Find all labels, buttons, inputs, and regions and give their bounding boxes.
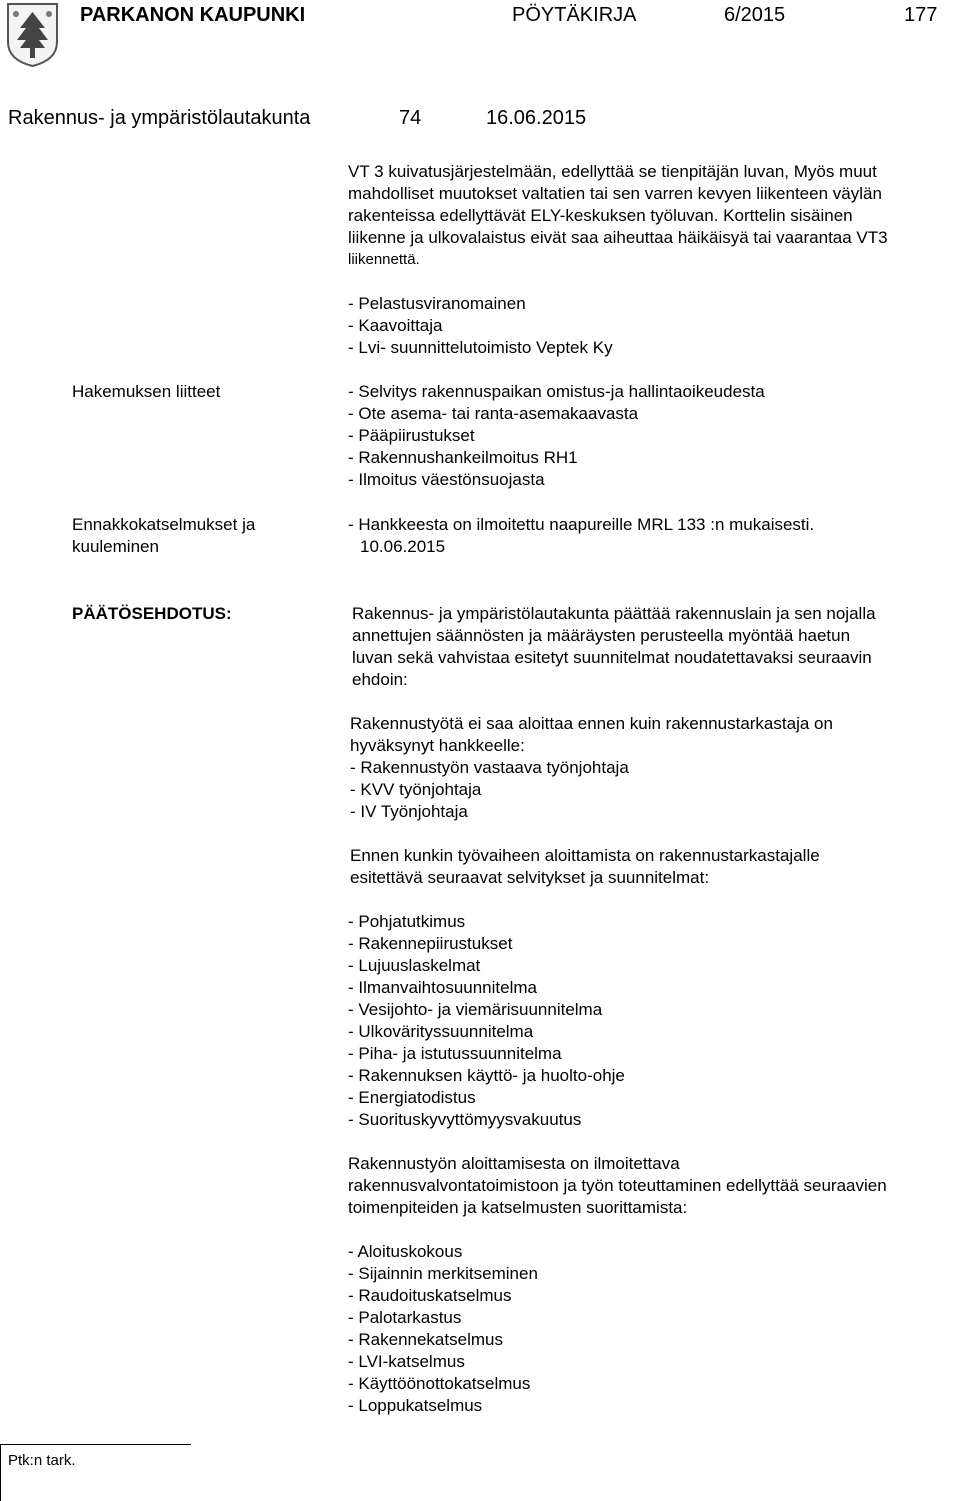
footer-divider-vertical bbox=[0, 1444, 1, 1501]
list-item: - Selvitys rakennuspaikan omistus-ja hallintaoikeudesta bbox=[348, 382, 765, 401]
attachments-label: Hakemuksen liitteet bbox=[72, 382, 221, 401]
list-item: - Ote asema- tai ranta-asemakaavasta bbox=[348, 404, 639, 423]
paragraph-line: toimenpiteiden ja katselmusten suorittamista: bbox=[348, 1198, 688, 1217]
required-reviews-list bbox=[348, 1241, 538, 1417]
paragraph-line: luvan sekä vahvistaa esitetyt suunnitelmat noudatettavaksi seuraavin bbox=[352, 648, 872, 667]
list-item: - Loppukatselmus bbox=[348, 1396, 483, 1415]
inspections-label bbox=[72, 514, 255, 558]
list-item: - Rakennepiirustukset bbox=[348, 934, 513, 953]
list-item: - Ilmanvaihtosuunnitelma bbox=[348, 978, 537, 997]
paragraph-line: liikennettä. bbox=[348, 251, 420, 268]
paragraph-line: rakennusvalvontatoimistoon ja työn toteuttaminen edellyttää seuraavien bbox=[348, 1176, 887, 1195]
list-item: - Palotarkastus bbox=[348, 1308, 462, 1327]
list-item: - Rakennushankeilmoitus RH1 bbox=[348, 448, 578, 467]
page-number: 177 bbox=[904, 4, 938, 26]
paragraph-line: Rakennustyötä ei saa aloittaa ennen kuin rakennustarkastaja on bbox=[350, 714, 833, 733]
inspection-date: 10.06.2015 bbox=[360, 537, 446, 556]
list-item: - Rakennekatselmus bbox=[348, 1330, 503, 1349]
label-line: Ennakkokatselmukset ja bbox=[72, 515, 256, 534]
document-type: PÖYTÄKIRJA bbox=[512, 4, 637, 26]
list-item: - Sijainnin merkitseminen bbox=[348, 1264, 538, 1283]
paragraph-line: VT 3 kuivatusjärjestelmään, edellyttää se tienpitäjän luvan, Myös muut bbox=[348, 162, 877, 181]
list-item: - Lvi- suunnittelutoimisto Veptek Ky bbox=[348, 338, 613, 357]
paragraph-line: rakenteissa edellyttävät ELY-keskuksen työluvan. Korttelin sisäinen bbox=[348, 206, 853, 225]
proposal-paragraph-3 bbox=[350, 845, 820, 889]
list-item: - Rakennustyön vastaava työnjohtaja bbox=[350, 758, 629, 777]
list-item: - Vesijohto- ja viemärisuunnitelma bbox=[348, 1000, 603, 1019]
committee-name: Rakennus- ja ympäristölautakunta bbox=[8, 107, 311, 129]
attachments-list bbox=[348, 381, 765, 491]
list-item: - Ulkovärityssuunnitelma bbox=[348, 1022, 534, 1041]
city-coat-of-arms-logo bbox=[6, 2, 59, 68]
document-number: 6/2015 bbox=[724, 4, 786, 26]
organization-name: PARKANON KAUPUNKI bbox=[80, 4, 306, 26]
required-reports-list bbox=[348, 911, 625, 1131]
proposal-paragraph-2 bbox=[350, 713, 833, 823]
list-item: - Rakennuksen käyttö- ja huolto-ohje bbox=[348, 1066, 625, 1085]
list-item: - Aloituskokous bbox=[348, 1242, 463, 1261]
list-item: - KVV työnjohtaja bbox=[350, 780, 482, 799]
proposal-paragraph-4 bbox=[348, 1153, 887, 1219]
paragraph-line: esitettävä seuraavat selvitykset ja suunnitelmat: bbox=[350, 868, 710, 887]
list-item: - Raudoituskatselmus bbox=[348, 1286, 512, 1305]
list-item: - Käyttöönottokatselmus bbox=[348, 1374, 531, 1393]
inspections-text bbox=[348, 514, 814, 558]
paragraph-line: Ennen kunkin työvaiheen aloittamista on rakennustarkastajalle bbox=[350, 846, 820, 865]
paragraph-line: annettujen säännösten ja määräysten perusteella myöntää haetun bbox=[352, 626, 851, 645]
list-item: - Pelastusviranomainen bbox=[348, 294, 526, 313]
proposal-label: PÄÄTÖSEHDOTUS: bbox=[72, 604, 232, 623]
footer-divider bbox=[0, 1444, 191, 1445]
list-item: - Lujuuslaskelmat bbox=[348, 956, 481, 975]
list-item: - Piha- ja istutussuunnitelma bbox=[348, 1044, 562, 1063]
list-item: - IV Työnjohtaja bbox=[350, 802, 468, 821]
paragraph-line: ehdoin: bbox=[352, 670, 408, 689]
list-item: - Kaavoittaja bbox=[348, 316, 443, 335]
paragraph-line: liikenne ja ulkovalaistus eivät saa aiheuttaa häikäisyä tai vaarantaa VT3 bbox=[348, 228, 888, 247]
parties-list bbox=[348, 293, 613, 359]
text-line: - Hankkeesta on ilmoitettu naapureille MRL 133 :n mukaisesti. bbox=[348, 515, 815, 534]
paragraph-line: Rakennustyön aloittamisesta on ilmoitettava bbox=[348, 1154, 680, 1173]
list-item: - Ilmoitus väestönsuojasta bbox=[348, 470, 545, 489]
intro-paragraph bbox=[348, 161, 888, 271]
list-item: - Pääpiirustukset bbox=[348, 426, 475, 445]
paragraph-line: mahdolliset muutokset valtatien tai sen varren kevyen liikenteen väylän bbox=[348, 184, 882, 203]
list-item: - Energiatodistus bbox=[348, 1088, 476, 1107]
section-number: 74 bbox=[399, 107, 422, 129]
list-item: - Pohjatutkimus bbox=[348, 912, 466, 931]
label-line: kuuleminen bbox=[72, 537, 159, 556]
proposal-paragraph-1 bbox=[352, 603, 876, 691]
list-item: - LVI-katselmus bbox=[348, 1352, 465, 1371]
minutes-checker-label: Ptk:n tark. bbox=[8, 1452, 76, 1469]
paragraph-line: Rakennus- ja ympäristölautakunta päättää rakennuslain ja sen nojalla bbox=[352, 604, 876, 623]
paragraph-line: hyväksynyt hankkeelle: bbox=[350, 736, 525, 755]
list-item: - Suorituskyvyttömyysvakuutus bbox=[348, 1110, 582, 1129]
meeting-date: 16.06.2015 bbox=[486, 107, 587, 129]
